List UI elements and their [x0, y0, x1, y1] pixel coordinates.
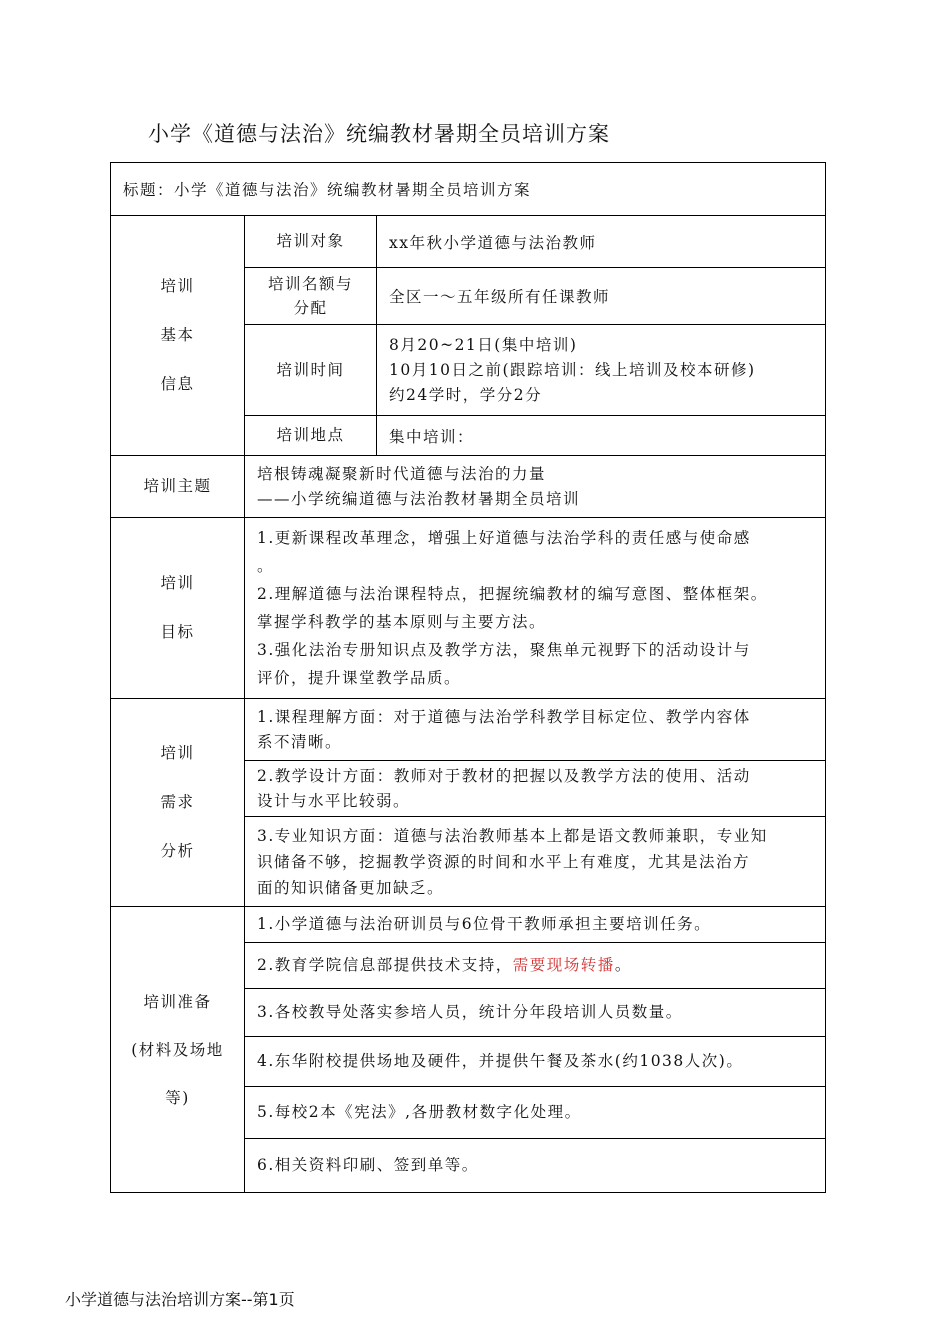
table-heading: 标题：小学《道德与法治》统编教材暑期全员培训方案 — [111, 163, 826, 216]
preparation-item: 5.每校2本《宪法》,各册教材数字化处理。 — [245, 1087, 826, 1139]
table-heading-row — [111, 163, 826, 216]
document-title: 小学《道德与法治》统编教材暑期全员培训方案 — [148, 122, 610, 146]
goals-content: 1.更新课程改革理念，增强上好道德与法治学科的责任感与使命感 。 2.理解道德与法治课程特点，把握统编教材的编写意图、整体框架。 掌握学科教学的基本原则与主要方法。 3.强化法治专册知识点及教学方法，聚焦单元视野下的活动设计与 评价，提升课堂教学品质。 — [245, 518, 826, 699]
theme-label: 培训主题 — [111, 456, 245, 518]
needs-item: 3.专业知识方面：道德与法治教师基本上都是语文教师兼职，专业知 识储备不够，挖掘教学资源的时间和水平上有难度，尤其是法治方 面的知识储备更加缺乏。 — [245, 817, 826, 907]
time-label: 培训时间 — [245, 325, 377, 416]
needs-item: 1.课程理解方面：对于道德与法治学科教学目标定位、教学内容体 系不清晰。 — [245, 699, 826, 761]
page-footer: 小学道德与法治培训方案--第1页 — [65, 1290, 295, 1309]
quota-value: 全区一～五年级所有任课教师 — [377, 268, 826, 325]
target-label: 培训对象 — [245, 216, 377, 268]
quota-label: 培训名额与 分配 — [245, 268, 377, 325]
highlight-text: 需要现场转播 — [512, 956, 615, 974]
table-row — [111, 456, 826, 518]
theme-value: 培根铸魂凝聚新时代道德与法治的力量 ——小学统编道德与法治教材暑期全员培训 — [245, 456, 826, 518]
training-plan-table — [110, 162, 826, 1193]
preparation-item: 1.小学道德与法治研训员与6位骨干教师承担主要培训任务。 — [245, 907, 826, 943]
preparation-label: 培训准备 (材料及场地 等) — [111, 907, 245, 1193]
table-row — [111, 907, 826, 943]
preparation-item: 6.相关资料印刷、签到单等。 — [245, 1139, 826, 1193]
location-value: 集中培训： — [377, 416, 826, 456]
table-row — [111, 699, 826, 761]
goals-label: 培训 目标 — [111, 518, 245, 699]
table-row — [111, 216, 826, 268]
preparation-item: 3.各校教导处落实参培人员，统计分年段培训人员数量。 — [245, 989, 826, 1037]
basic-info-label: 培训 基本 信息 — [111, 216, 245, 456]
table-row — [111, 518, 826, 699]
time-value: 8月20~21日(集中培训) 10月10日之前(跟踪培训：线上培训及校本研修) 约24学时，学分2分 — [377, 325, 826, 416]
preparation-item: 4.东华附校提供场地及硬件，并提供午餐及茶水(约1038人次)。 — [245, 1037, 826, 1087]
needs-label: 培训 需求 分析 — [111, 699, 245, 907]
preparation-item: 2.教育学院信息部提供技术支持，需要现场转播。 — [245, 943, 826, 989]
target-value: xx年秋小学道德与法治教师 — [377, 216, 826, 268]
location-label: 培训地点 — [245, 416, 377, 456]
needs-item: 2.教学设计方面：教师对于教材的把握以及教学方法的使用、活动 设计与水平比较弱。 — [245, 761, 826, 817]
